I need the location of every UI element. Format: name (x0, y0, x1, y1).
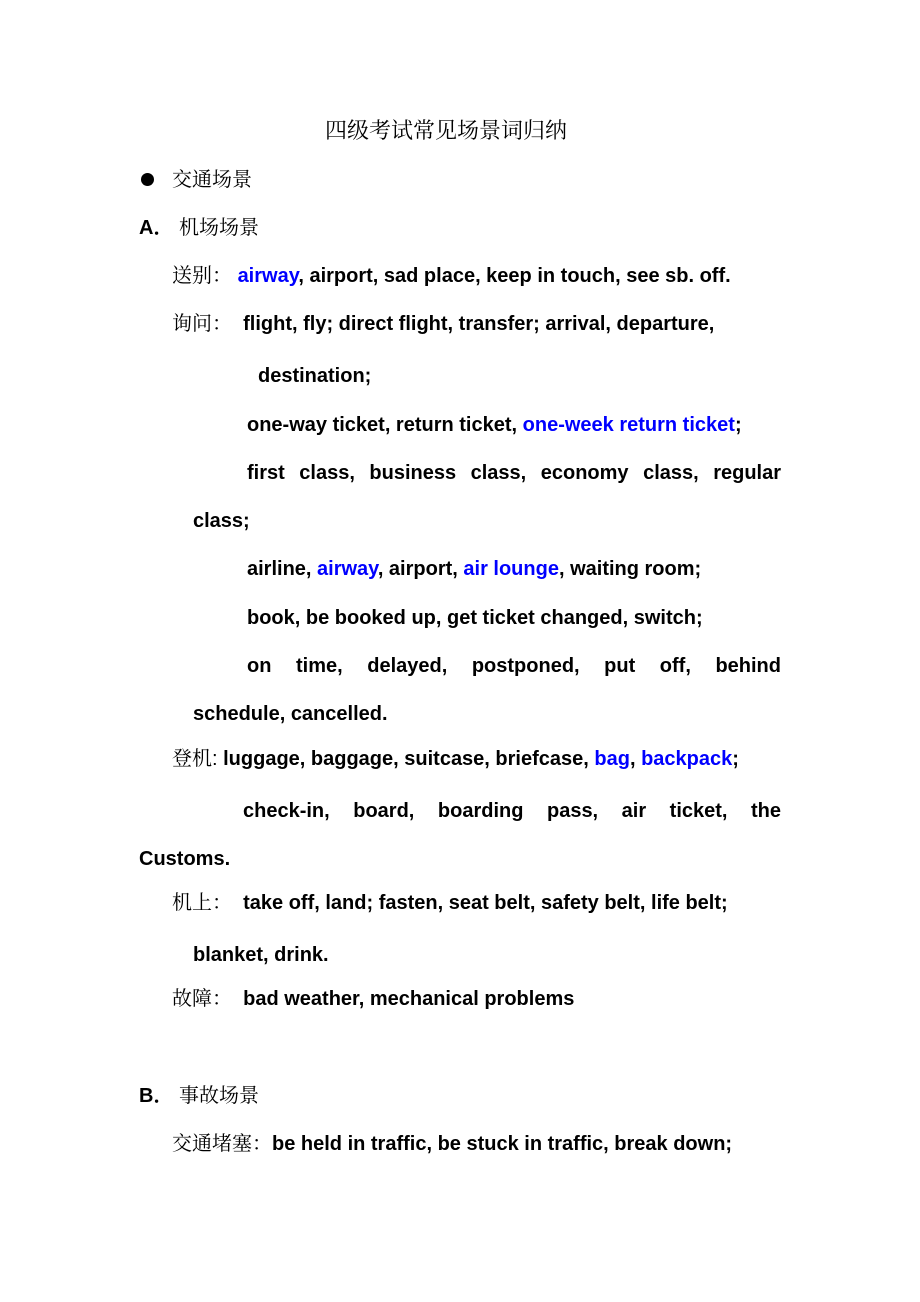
subsection-label: 事故场景 (179, 1085, 260, 1107)
tickets-line (247, 413, 742, 437)
section-heading: 交通场景 (172, 169, 252, 191)
inquiry-line-2: destination; (258, 365, 372, 387)
page-title: 四级考试常见场景词归纳 (325, 118, 568, 143)
boarding-line-2: check-in, board, boarding pass, air ticket, the (243, 800, 781, 822)
classes-line: first class, business class, economy class, regular (247, 462, 781, 484)
boarding-line-3: Customs. (139, 848, 231, 870)
text: bad weather, mechanical problems (243, 988, 575, 1010)
highlight-word: airway (317, 558, 378, 580)
places-line (247, 557, 701, 581)
text: , airport, (377, 558, 464, 580)
subsection-label: 机场场景 (179, 217, 260, 239)
timing-line-2: schedule, cancelled. (193, 703, 388, 725)
farewell-line (172, 264, 731, 288)
text: be held in traffic, be stuck in traffic, break down; (272, 1133, 733, 1155)
fault-line (172, 987, 574, 1011)
text: ; (734, 414, 742, 436)
text: airline, (247, 558, 318, 580)
text: one-way ticket, return ticket, (247, 414, 523, 436)
bullet-icon (141, 173, 154, 186)
subsection-letter: A． (139, 217, 174, 239)
booking-line: book, be booked up, get ticket changed, switch; (247, 607, 703, 629)
subsection-letter: B． (139, 1085, 174, 1107)
highlight-word: one-week return ticket (522, 414, 735, 436)
traffic-line (172, 1132, 732, 1156)
label: 交通堵塞： (172, 1133, 272, 1155)
text: , airport, sad place, keep in touch, see sb. off. (298, 265, 731, 287)
text: take off, land; fasten, seat belt, safety belt, life belt; (243, 892, 728, 914)
text: luggage, baggage, suitcase, briefcase, (223, 748, 595, 770)
classes-line-2: class; (193, 510, 250, 532)
label: 询问： (172, 313, 232, 335)
timing-line: on time, delayed, postponed, put off, behind (247, 655, 781, 677)
label: 故障： (172, 988, 232, 1010)
label: 送别： (172, 265, 232, 287)
text: ; (732, 748, 739, 770)
boarding-line (172, 747, 739, 771)
highlight-word: bag (594, 748, 630, 770)
highlight-word: backpack (641, 748, 733, 770)
highlight-word: airway (237, 265, 299, 287)
subsection-a (139, 216, 259, 240)
text: flight, fly; direct flight, transfer; arrival, departure, (243, 313, 715, 335)
subsection-b (139, 1084, 259, 1108)
highlight-word: air lounge (463, 558, 559, 580)
text: , waiting room; (558, 558, 702, 580)
inquiry-line (172, 312, 714, 336)
onboard-line (172, 891, 728, 915)
onboard-line-2: blanket, drink. (193, 944, 329, 966)
label: 登机: (172, 748, 218, 770)
label: 机上： (172, 892, 232, 914)
text: , (629, 748, 642, 770)
